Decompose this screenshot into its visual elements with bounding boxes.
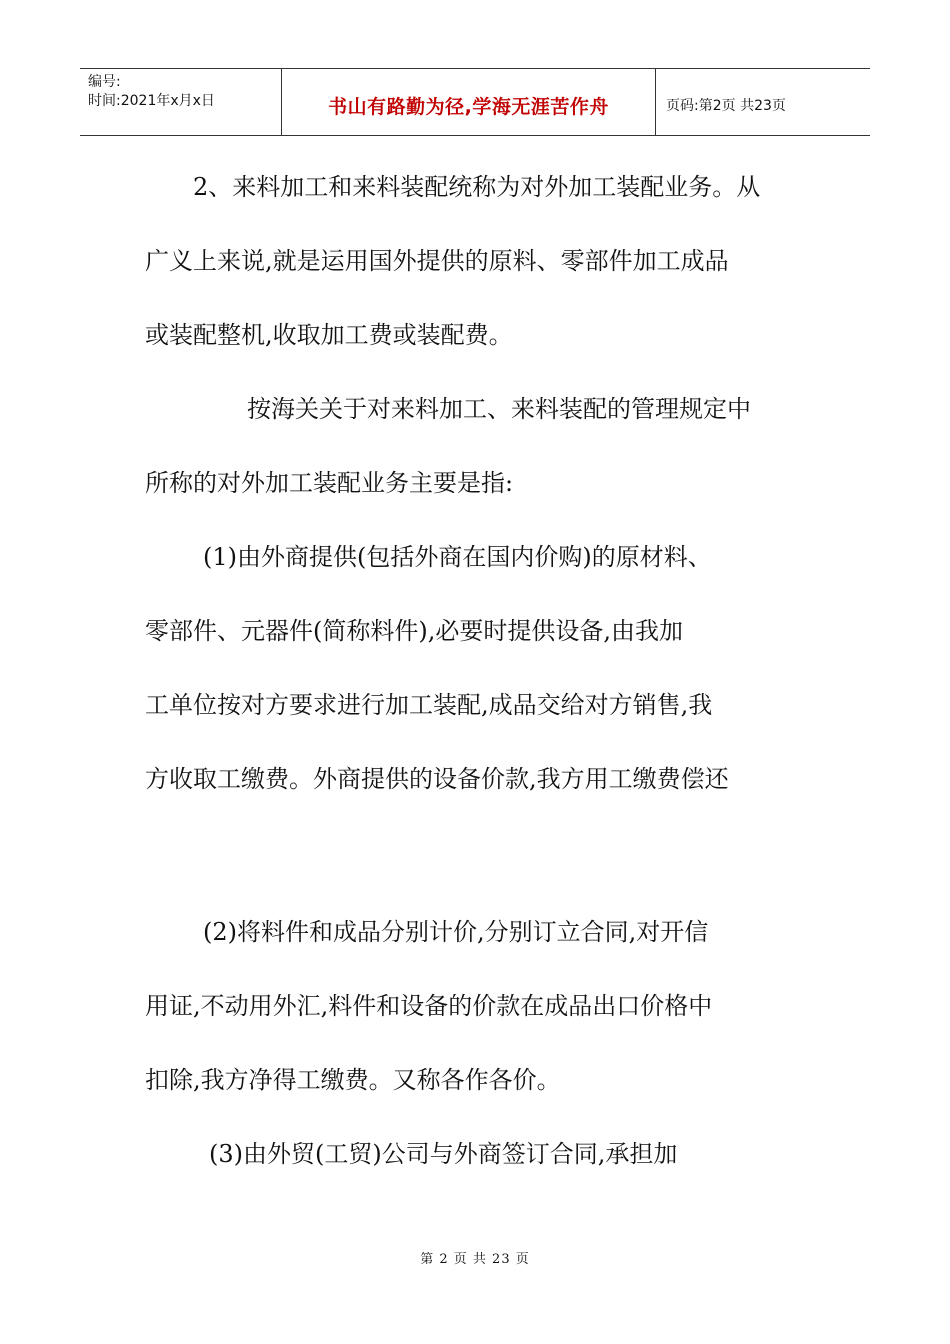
header-page-cell xyxy=(656,69,870,135)
body-line: (3)由外贸(工贸)公司与外商签订合同,承担加 xyxy=(209,1140,678,1168)
body-line: 所称的对外加工装配业务主要是指: xyxy=(145,469,514,497)
header-table xyxy=(80,68,870,136)
header-meta-cell xyxy=(80,69,282,135)
body-line: 方收取工缴费。外商提供的设备价款,我方用工缴费偿还 xyxy=(145,765,729,793)
body-line: 工单位按对方要求进行加工装配,成品交给对方销售,我 xyxy=(145,691,713,719)
body-line: 广义上来说,就是运用国外提供的原料、零部件加工成品 xyxy=(145,247,729,275)
document-time-label: 时间:2021年x月x日 xyxy=(88,93,215,109)
page-footer: 第 2 页 共 23 页 xyxy=(420,1252,530,1267)
body-line: 扣除,我方净得工缴费。又称各作各价。 xyxy=(145,1066,561,1094)
header-motto-cell xyxy=(282,69,656,135)
header-motto: 书山有路勤为径,学海无涯苦作舟 xyxy=(328,95,609,118)
body-line: 按海关关于对来料加工、来料装配的管理规定中 xyxy=(247,395,751,423)
header-page-info: 页码:第2页 共23页 xyxy=(666,98,786,114)
body-line: 2、来料加工和来料装配统称为对外加工装配业务。从 xyxy=(193,173,761,201)
document-number-label: 编号: xyxy=(88,74,121,90)
body-line: (2)将料件和成品分别计价,分别订立合同,对开信 xyxy=(203,918,709,946)
body-line: 或装配整机,收取加工费或装配费。 xyxy=(145,321,513,349)
body-line: (1)由外商提供(包括外商在国内价购)的原材料、 xyxy=(203,543,712,571)
body-line: 零部件、元器件(简称料件),必要时提供设备,由我加 xyxy=(145,617,683,645)
body-line: 用证,不动用外汇,料件和设备的价款在成品出口价格中 xyxy=(145,992,713,1020)
